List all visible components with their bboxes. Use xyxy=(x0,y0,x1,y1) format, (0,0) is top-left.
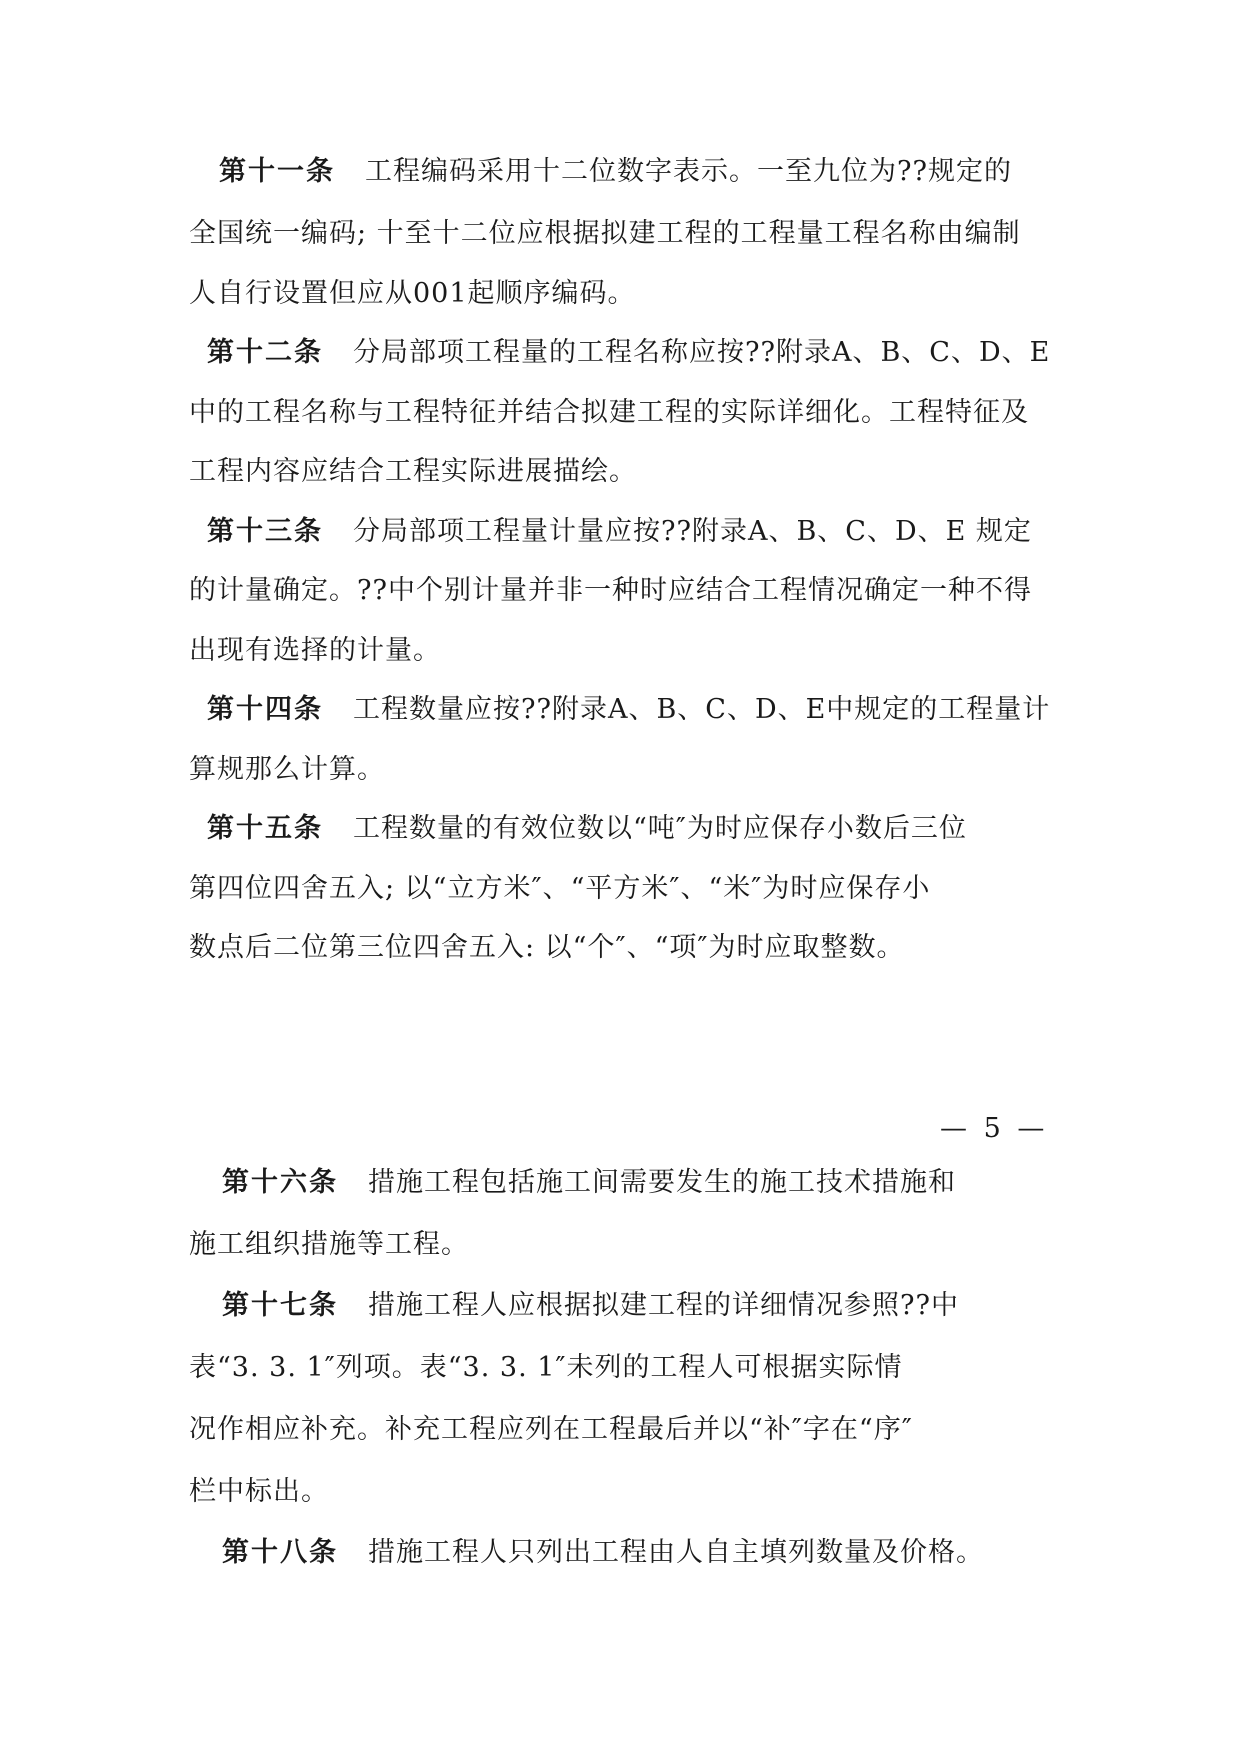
article-text: 表“3. 3. 1″列项。表“3. 3. 1″未列的工程人可根据实际情 xyxy=(189,1352,903,1383)
article-text: 中的工程名称与工程特征并结合拟建工程的实际详细化。工程特征及 xyxy=(189,397,1029,428)
article-text: 全国统一编码; 十至十二位应根据拟建工程的工程量工程名称由编制 xyxy=(189,218,1021,249)
article-text: 工程内容应结合工程实际进展描绘。 xyxy=(189,456,637,487)
article-first-line xyxy=(222,1163,1092,1203)
article-text: 施工组织措施等工程。 xyxy=(189,1229,469,1260)
article-heading: 第十六条 xyxy=(222,1167,338,1198)
article-text: 栏中标出。 xyxy=(189,1476,329,1507)
article-text: 工程编码采用十二位数字表示。一至九位为??规定的 xyxy=(365,156,1012,187)
article-text: 措施工程人应根据拟建工程的详细情况参照??中 xyxy=(368,1290,959,1321)
article-text: 出现有选择的计量。 xyxy=(189,635,441,666)
article-text: 况作相应补充。补充工程应列在工程最后并以“补″字在“序″ xyxy=(189,1414,913,1445)
article-text: 数点后二位第三位四舍五入: 以“个″、“项″为时应取整数。 xyxy=(189,932,905,963)
article-first-line xyxy=(222,1286,1092,1326)
article-first-line xyxy=(207,809,1077,849)
article-first-line xyxy=(207,512,1077,552)
article-first-line xyxy=(207,690,1077,730)
article-text: 措施工程人只列出工程由人自主填列数量及价格。 xyxy=(368,1537,984,1568)
article-text: 第四位四舍五入; 以“立方米″、“平方米″、“米″为时应保存小 xyxy=(189,873,931,904)
article-heading: 第十一条 xyxy=(219,156,335,187)
article-heading: 第十三条 xyxy=(207,516,323,547)
article-first-line xyxy=(219,152,1089,192)
article-first-line xyxy=(207,333,1077,373)
article-first-line xyxy=(222,1533,1092,1573)
page-number: — 5 — xyxy=(940,1113,1049,1144)
article-text: 分局部项工程量计量应按??附录A、B、C、D、E 规定 xyxy=(353,516,1032,547)
article-text: 分局部项工程量的工程名称应按??附录A、B、C、D、E xyxy=(353,337,1051,368)
article-heading: 第十八条 xyxy=(222,1537,338,1568)
article-text: 措施工程包括施工间需要发生的施工技术措施和 xyxy=(368,1167,956,1198)
article-text: 的计量确定。??中个别计量并非一种时应结合工程情况确定一种不得 xyxy=(189,575,1032,606)
article-text: 算规那么计算。 xyxy=(189,754,385,785)
article-heading: 第十七条 xyxy=(222,1290,338,1321)
article-heading: 第十五条 xyxy=(207,813,323,844)
article-heading: 第十四条 xyxy=(207,694,323,725)
article-text: 工程数量的有效位数以“吨″为时应保存小数后三位 xyxy=(353,813,967,844)
article-text: 人自行设置但应从001起顺序编码。 xyxy=(189,278,636,309)
article-text: 工程数量应按??附录A、B、C、D、E中规定的工程量计 xyxy=(353,694,1051,725)
article-heading: 第十二条 xyxy=(207,337,323,368)
